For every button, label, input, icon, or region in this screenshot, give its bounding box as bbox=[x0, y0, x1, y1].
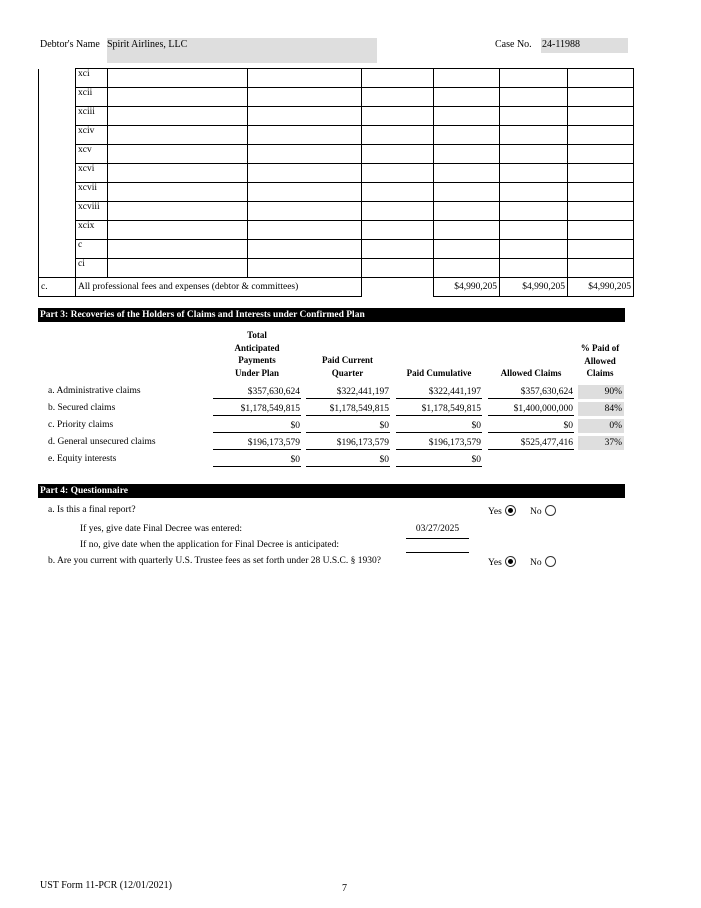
fee-entry-cell[interactable] bbox=[108, 202, 248, 221]
table-row bbox=[39, 183, 634, 202]
col-head-paid-cumulative: Paid Cumulative bbox=[406, 368, 472, 378]
fee-entry-cell[interactable] bbox=[248, 145, 362, 164]
fee-entry-cell[interactable] bbox=[434, 259, 500, 278]
col-head-pct-paid: % Paid of Allowed Claims bbox=[580, 343, 620, 378]
professional-fees-table bbox=[38, 68, 634, 297]
fee-entry-cell[interactable] bbox=[568, 69, 634, 88]
fee-entry-cell[interactable] bbox=[500, 183, 568, 202]
final-report-no-radio[interactable] bbox=[545, 505, 556, 516]
fee-entry-cell[interactable] bbox=[500, 126, 568, 145]
claim-amount-anticipated: $0 bbox=[213, 419, 301, 433]
fee-entry-cell[interactable] bbox=[434, 202, 500, 221]
claim-amount-paid-cumulative: $0 bbox=[396, 419, 482, 433]
spacer-cell bbox=[362, 278, 434, 297]
total-row-letter: c. bbox=[39, 278, 76, 297]
form-identifier: UST Form 11-PCR (12/01/2021) bbox=[40, 880, 172, 891]
no-label: No bbox=[530, 507, 542, 517]
row-numeral: xcix bbox=[76, 221, 108, 240]
fee-entry-cell[interactable] bbox=[434, 107, 500, 126]
claim-amount-paid-current: $0 bbox=[306, 419, 390, 433]
table-row bbox=[39, 164, 634, 183]
fee-entry-cell[interactable] bbox=[434, 240, 500, 259]
fee-entry-cell[interactable] bbox=[568, 145, 634, 164]
table-row bbox=[39, 126, 634, 145]
fee-entry-cell[interactable] bbox=[108, 145, 248, 164]
table-row bbox=[39, 221, 634, 240]
fee-entry-cell[interactable] bbox=[568, 202, 634, 221]
claim-class-label: c. Priority claims bbox=[48, 420, 114, 430]
claim-amount-paid-cumulative: $1,178,549,815 bbox=[396, 402, 482, 416]
fee-entry-cell[interactable] bbox=[248, 88, 362, 107]
fee-entry-cell[interactable] bbox=[108, 107, 248, 126]
fee-entry-cell[interactable] bbox=[362, 202, 434, 221]
fee-entry-cell[interactable] bbox=[248, 240, 362, 259]
final-decree-date-field[interactable] bbox=[406, 524, 469, 539]
fee-entry-cell[interactable] bbox=[248, 69, 362, 88]
fee-entry-cell[interactable] bbox=[362, 145, 434, 164]
table-row bbox=[39, 240, 634, 259]
claim-amount-anticipated: $357,630,624 bbox=[213, 385, 301, 399]
fee-entry-cell[interactable] bbox=[108, 88, 248, 107]
pct-paid-value: 90% bbox=[578, 385, 624, 399]
fee-entry-cell[interactable] bbox=[434, 183, 500, 202]
debtor-name-value: Spirit Airlines, LLC bbox=[107, 39, 188, 50]
row-letter-cell bbox=[39, 88, 76, 107]
fee-entry-cell[interactable] bbox=[108, 183, 248, 202]
row-numeral: xci bbox=[76, 69, 108, 88]
fee-entry-cell[interactable] bbox=[362, 221, 434, 240]
fee-entry-cell[interactable] bbox=[568, 126, 634, 145]
case-number-value: 24-11988 bbox=[542, 39, 580, 50]
fee-entry-cell[interactable] bbox=[362, 259, 434, 278]
fee-entry-cell[interactable] bbox=[248, 164, 362, 183]
fee-entry-cell[interactable] bbox=[108, 69, 248, 88]
table-row bbox=[39, 69, 634, 88]
part3-header: Part 3: Recoveries of the Holders of Claims and Interests under Confirmed Plan bbox=[38, 308, 625, 322]
claim-amount-paid-current: $196,173,579 bbox=[306, 436, 390, 450]
question-trustee-fees: b. Are you current with quarterly U.S. Trustee fees as set forth under 28 U.S.C. § 1930? bbox=[48, 556, 381, 566]
fee-entry-cell[interactable] bbox=[500, 240, 568, 259]
fee-entry-cell[interactable] bbox=[434, 126, 500, 145]
table-row bbox=[39, 259, 634, 278]
table-row bbox=[39, 107, 634, 126]
fee-entry-cell[interactable] bbox=[362, 69, 434, 88]
total-fee-value: $4,990,205 bbox=[500, 278, 568, 297]
fee-entry-cell[interactable] bbox=[248, 259, 362, 278]
fee-entry-cell[interactable] bbox=[568, 183, 634, 202]
row-letter-cell bbox=[39, 240, 76, 259]
fee-entry-cell[interactable] bbox=[500, 164, 568, 183]
row-numeral: ci bbox=[76, 259, 108, 278]
final-decree-anticipated-field[interactable] bbox=[406, 538, 469, 553]
final-report-no-option[interactable] bbox=[530, 505, 556, 517]
claim-class-label: e. Equity interests bbox=[48, 454, 117, 464]
row-numeral: xcvi bbox=[76, 164, 108, 183]
row-letter-cell bbox=[39, 107, 76, 126]
row-numeral: xcv bbox=[76, 145, 108, 164]
question-final-report: a. Is this a final report? bbox=[48, 505, 136, 515]
row-letter-cell bbox=[39, 69, 76, 88]
row-numeral: xcii bbox=[76, 88, 108, 107]
fee-entry-cell[interactable] bbox=[500, 259, 568, 278]
yes-label: Yes bbox=[488, 507, 502, 517]
fee-entry-cell[interactable] bbox=[500, 107, 568, 126]
fee-entry-cell[interactable] bbox=[248, 126, 362, 145]
final-report-yes-radio[interactable] bbox=[505, 505, 516, 516]
claim-amount-anticipated: $0 bbox=[213, 453, 301, 467]
fee-entry-cell[interactable] bbox=[568, 88, 634, 107]
trustee-fees-no-radio[interactable] bbox=[545, 556, 556, 567]
row-letter-cell bbox=[39, 183, 76, 202]
row-letter-cell bbox=[39, 126, 76, 145]
table-row bbox=[39, 202, 634, 221]
row-numeral: xcvii bbox=[76, 183, 108, 202]
trustee-fees-no-option[interactable] bbox=[530, 556, 556, 568]
fee-entry-cell[interactable] bbox=[362, 164, 434, 183]
fee-entry-cell[interactable] bbox=[248, 221, 362, 240]
fee-entry-cell[interactable] bbox=[108, 164, 248, 183]
claim-amount-allowed: $0 bbox=[488, 419, 574, 433]
claim-amount-anticipated: $1,178,549,815 bbox=[213, 402, 301, 416]
fee-entry-cell[interactable] bbox=[108, 221, 248, 240]
page-number: 7 bbox=[342, 883, 347, 894]
case-number-field[interactable] bbox=[541, 38, 628, 53]
total-fee-value: $4,990,205 bbox=[568, 278, 634, 297]
table-row bbox=[39, 145, 634, 164]
fee-entry-cell[interactable] bbox=[500, 202, 568, 221]
fee-entry-cell[interactable] bbox=[362, 88, 434, 107]
claim-amount-allowed: $525,477,416 bbox=[488, 436, 574, 450]
fee-entry-cell[interactable] bbox=[362, 107, 434, 126]
fee-entry-cell[interactable] bbox=[500, 69, 568, 88]
fee-entry-cell[interactable] bbox=[568, 107, 634, 126]
debtor-name-label: Debtor's Name bbox=[40, 39, 100, 50]
row-numeral: xciii bbox=[76, 107, 108, 126]
row-letter-cell bbox=[39, 145, 76, 164]
yes-label: Yes bbox=[488, 558, 502, 568]
fee-entry-cell[interactable] bbox=[362, 240, 434, 259]
fee-entry-cell[interactable] bbox=[500, 88, 568, 107]
fee-entry-cell[interactable] bbox=[248, 183, 362, 202]
fee-entry-cell[interactable] bbox=[568, 259, 634, 278]
claim-amount-allowed: $1,400,000,000 bbox=[488, 402, 574, 416]
fee-entry-cell[interactable] bbox=[434, 69, 500, 88]
claim-amount-paid-current: $322,441,197 bbox=[306, 385, 390, 399]
final-decree-date-value: 03/27/2025 bbox=[415, 524, 460, 534]
fee-entry-cell[interactable] bbox=[434, 145, 500, 164]
trustee-fees-yes-option[interactable] bbox=[488, 556, 516, 568]
pct-paid-value: 37% bbox=[578, 436, 624, 450]
claim-class-label: d. General unsecured claims bbox=[48, 437, 156, 447]
row-letter-cell bbox=[39, 202, 76, 221]
pct-paid-value: 0% bbox=[578, 419, 624, 433]
pct-paid-value: 84% bbox=[578, 402, 624, 416]
fee-entry-cell[interactable] bbox=[248, 107, 362, 126]
col-head-anticipated: Total Anticipated Payments Under Plan bbox=[234, 330, 280, 378]
claim-amount-paid-current: $1,178,549,815 bbox=[306, 402, 390, 416]
total-row bbox=[39, 278, 634, 297]
no-label: No bbox=[530, 558, 542, 568]
row-letter-cell bbox=[39, 259, 76, 278]
case-number-label: Case No. bbox=[495, 39, 532, 50]
claim-amount-paid-current: $0 bbox=[306, 453, 390, 467]
fee-entry-cell[interactable] bbox=[362, 126, 434, 145]
final-report-yes-option[interactable] bbox=[488, 505, 516, 517]
row-numeral: xciv bbox=[76, 126, 108, 145]
fee-entry-cell[interactable] bbox=[500, 145, 568, 164]
claim-amount-paid-cumulative: $0 bbox=[396, 453, 482, 467]
fee-entry-cell[interactable] bbox=[568, 240, 634, 259]
row-numeral: c bbox=[76, 240, 108, 259]
fee-entry-cell[interactable] bbox=[434, 164, 500, 183]
fee-entry-cell[interactable] bbox=[434, 88, 500, 107]
row-letter-cell bbox=[39, 164, 76, 183]
fee-entry-cell[interactable] bbox=[568, 221, 634, 240]
col-head-allowed-claims: Allowed Claims bbox=[500, 368, 562, 378]
claim-amount-anticipated: $196,173,579 bbox=[213, 436, 301, 450]
row-letter-cell bbox=[39, 221, 76, 240]
fee-entry-cell[interactable] bbox=[108, 259, 248, 278]
fee-entry-cell[interactable] bbox=[108, 240, 248, 259]
total-fee-value: $4,990,205 bbox=[434, 278, 500, 297]
claim-amount-paid-cumulative: $322,441,197 bbox=[396, 385, 482, 399]
table-row bbox=[39, 88, 634, 107]
fee-entry-cell[interactable] bbox=[362, 183, 434, 202]
trustee-fees-yes-radio[interactable] bbox=[505, 556, 516, 567]
fee-entry-cell[interactable] bbox=[434, 221, 500, 240]
fee-entry-cell[interactable] bbox=[500, 221, 568, 240]
if-no-label: If no, give date when the application for Final Decree is anticipated: bbox=[80, 540, 340, 550]
claim-class-label: a. Administrative claims bbox=[48, 386, 141, 396]
claim-amount-paid-cumulative: $196,173,579 bbox=[396, 436, 482, 450]
claim-class-label: b. Secured claims bbox=[48, 403, 116, 413]
fee-entry-cell[interactable] bbox=[248, 202, 362, 221]
fee-entry-cell[interactable] bbox=[108, 126, 248, 145]
total-row-label: All professional fees and expenses (debtor & committees) bbox=[76, 278, 362, 297]
debtor-name-field[interactable] bbox=[107, 38, 377, 63]
if-yes-label: If yes, give date Final Decree was entered: bbox=[80, 524, 242, 534]
part4-header: Part 4: Questionnaire bbox=[38, 484, 625, 498]
row-numeral: xcviii bbox=[76, 202, 108, 221]
fee-entry-cell[interactable] bbox=[568, 164, 634, 183]
col-head-paid-current: Paid Current Quarter bbox=[321, 355, 374, 378]
claim-amount-allowed: $357,630,624 bbox=[488, 385, 574, 399]
